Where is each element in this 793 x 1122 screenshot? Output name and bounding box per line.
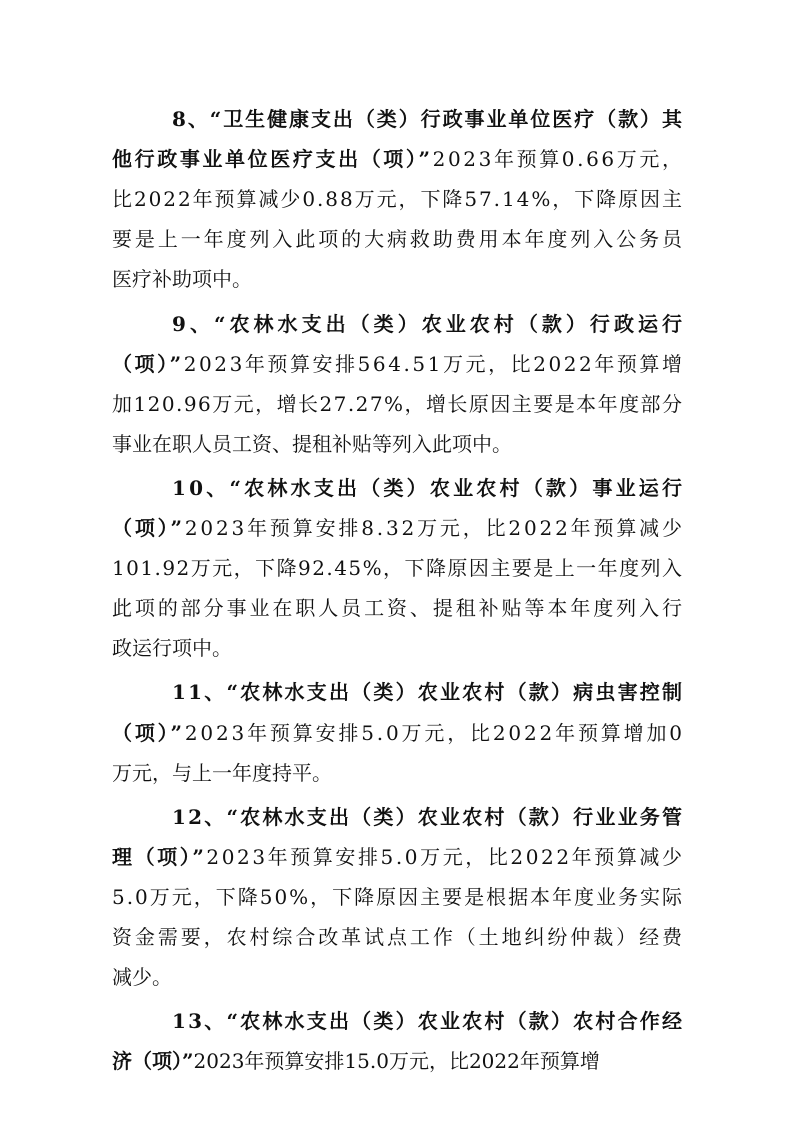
body-text: 101.92万元，下降92.45%，下降原因主要是上一年度列入: [112, 556, 684, 581]
text-line: [0, 797, 793, 837]
body-text: 减少。: [112, 965, 172, 990]
item-heading: （项）”: [112, 720, 185, 745]
body-text: 2023年预算安排564.51万元，比2022年预算增: [183, 351, 685, 376]
body-text: 2023年预算安排8.32万元，比2022年预算减少: [184, 516, 685, 540]
text-line: [0, 1001, 793, 1041]
item-heading: 8、“卫生健康支出（类）行政事业单位医疗（款）其: [172, 107, 684, 131]
body-text: 事业在职人员工资、提租补贴等列入此项中。: [112, 431, 512, 456]
text-line: [0, 588, 793, 628]
text-line: [0, 468, 793, 508]
item-heading: 济（项）”: [112, 1049, 194, 1074]
item-heading: 12、“农林水支出（类）农业农村（款）行业业务管: [172, 804, 685, 829]
item-heading: 11、“农林水支出（类）农业农村（款）病虫害控制: [172, 680, 685, 705]
text-line: [0, 753, 793, 793]
item-heading: 13、“农林水支出（类）农业农村（款）农村合作经: [172, 1009, 685, 1034]
body-text: 2023年预算安排15.0万元，比2022年预算增: [193, 1049, 600, 1074]
text-line: [0, 508, 793, 548]
body-text: 2023年预算安排5.0万元，比2022年预算减少: [206, 844, 685, 869]
text-line: [0, 917, 793, 957]
item-heading: 10、“农林水支出（类）农业农村（款）事业运行: [172, 475, 686, 500]
text-line: [0, 179, 793, 219]
body-text: 2023年预算安排5.0万元，比2022年预算增加0: [184, 720, 685, 745]
body-text: 此项的部分事业在职人员工资、提租补贴等本年度列入行: [112, 596, 685, 621]
text-line: [0, 548, 793, 588]
text-line: [0, 384, 793, 424]
text-line: [0, 344, 793, 384]
item-heading: （项）”: [112, 351, 184, 376]
text-line: [0, 837, 793, 877]
body-text: 要是上一年度列入此项的大病救助费用本年度列入公务员: [112, 227, 685, 252]
text-line: [0, 713, 793, 753]
body-text: 2023年预算0.66万元，: [432, 147, 685, 172]
text-line: [0, 1041, 793, 1081]
body-text: 比2022年预算减少0.88万元，下降57.14%，下降原因主: [112, 187, 684, 212]
text-line: [0, 304, 793, 344]
body-text: 医疗补助项中。: [112, 267, 252, 292]
text-line: [0, 259, 793, 299]
body-text: 加120.96万元，增长27.27%，增长原因主要是本年度部分: [112, 391, 684, 416]
body-text: 政运行项中。: [112, 636, 232, 661]
text-line: [0, 219, 793, 259]
text-line: [0, 628, 793, 668]
body-text: 万元，与上一年度持平。: [112, 760, 332, 785]
text-line: [0, 424, 793, 464]
text-line: [0, 877, 793, 917]
item-heading: 他行政事业单位医疗支出（项）”: [112, 147, 433, 172]
body-text: 5.0万元，下降50%，下降原因主要是根据本年度业务实际: [112, 884, 684, 909]
body-text: 资金需要，农村综合改革试点工作（土地纠纷仲裁）经费: [112, 925, 685, 949]
item-heading: 理（项）”: [112, 844, 207, 869]
text-line: [0, 957, 793, 997]
item-heading: （项）”: [112, 516, 185, 540]
text-line: [0, 139, 793, 179]
item-heading: 9、“农林水支出（类）农业农村（款）行政运行: [172, 311, 687, 336]
text-line: [0, 672, 793, 712]
text-line: [0, 99, 793, 139]
